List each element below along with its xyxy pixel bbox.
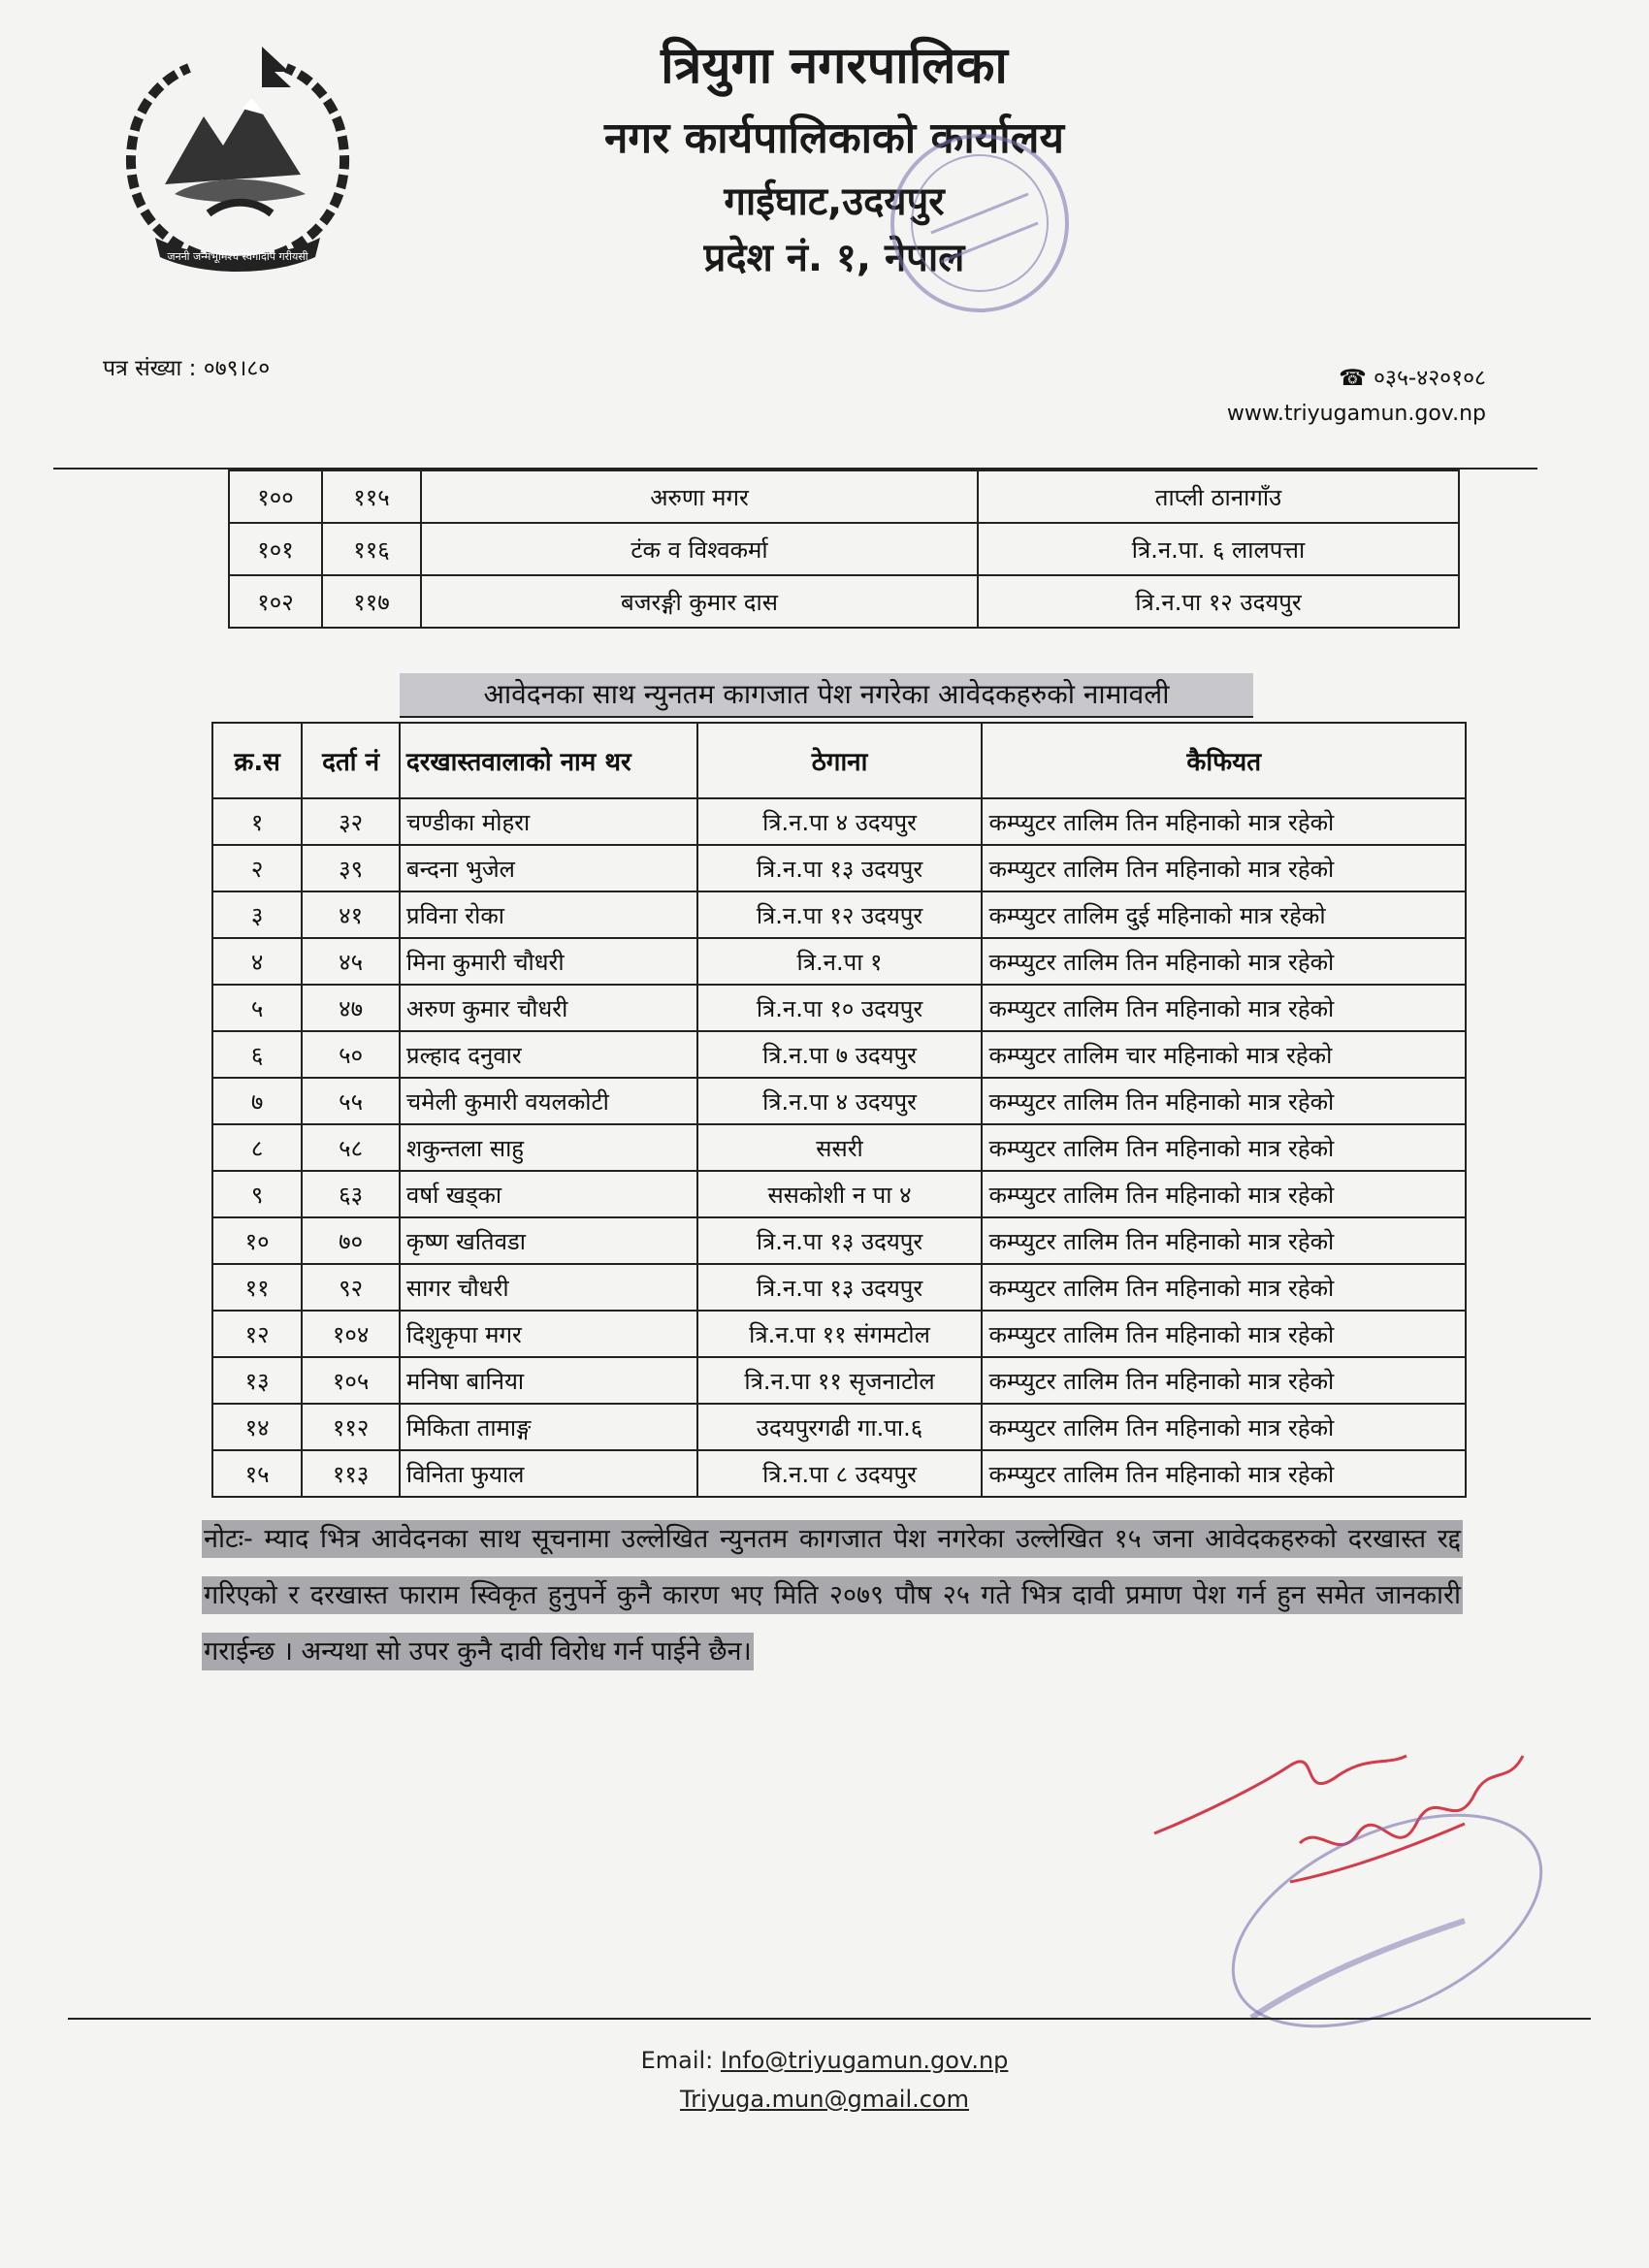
table-cell: ससकोशी न पा ४ (697, 1171, 983, 1217)
column-header: क्र.स (212, 723, 302, 798)
footer (0, 2041, 1649, 2119)
table-row (212, 938, 1466, 985)
table-cell: ११६ (322, 523, 421, 575)
table-cell: त्रि.न.पा १० उदयपुर (697, 985, 983, 1031)
table-cell: वर्षा खड्का (400, 1171, 697, 1217)
table-cell: ११५ (322, 470, 421, 523)
table-cell: विनिता फुयाल (400, 1450, 697, 1497)
table-cell: कम्प्युटर तालिम तिन महिनाको मात्र रहेको (982, 798, 1466, 845)
table-row (212, 1031, 1466, 1078)
table-row (212, 1450, 1466, 1497)
emblem-caption: जननी जन्मभूमिश्च स्वर्गादपि गरीयसी (167, 250, 308, 263)
table-row (212, 1078, 1466, 1124)
table-cell: त्रि.न.पा १२ उदयपुर (697, 891, 983, 938)
table-cell: ५५ (302, 1078, 400, 1124)
email-label: Email: (640, 2047, 714, 2074)
footer-email-line-2 (0, 2080, 1649, 2119)
table-cell: १०४ (302, 1311, 400, 1357)
table-row (212, 1217, 1466, 1264)
table-cell: ९२ (302, 1264, 400, 1311)
continuation-table (228, 470, 1460, 629)
table-cell: मनिषा बानिया (400, 1357, 697, 1404)
email-link-secondary[interactable]: Triyuga.mun@gmail.com (680, 2086, 969, 2113)
table-cell: त्रि.न.पा १३ उदयपुर (697, 1217, 983, 1264)
column-header: कैफियत (982, 723, 1466, 798)
table-cell: बजरङ्गी कुमार दास (421, 575, 978, 628)
table-cell: ३ (212, 891, 302, 938)
table-cell: ११ (212, 1264, 302, 1311)
table-cell: कम्प्युटर तालिम चार महिनाको मात्र रहेको (982, 1031, 1466, 1078)
table-cell: ११३ (302, 1450, 400, 1497)
table-cell: त्रि.न.पा १३ उदयपुर (697, 1264, 983, 1311)
table-cell: ४ (212, 938, 302, 985)
table-cell: उदयपुरगढी गा.पा.६ (697, 1404, 983, 1450)
table-cell: शकुन्तला साहु (400, 1124, 697, 1171)
table-cell: ४५ (302, 938, 400, 985)
table-row (212, 985, 1466, 1031)
contact-block (1227, 361, 1486, 431)
province-line: प्रदेश नं. १, नेपाल (703, 235, 965, 280)
table-cell: दिशुकृपा मगर (400, 1311, 697, 1357)
table-row (212, 1171, 1466, 1217)
office-location: गाईघाट,उदयपुर (724, 178, 945, 224)
nepal-emblem-icon (97, 29, 378, 281)
table-cell: कम्प्युटर तालिम तिन महिनाको मात्र रहेको (982, 938, 1466, 985)
phone-number: ☎ ०३५-४२०१०८ (1339, 366, 1486, 391)
table-cell: १०० (229, 470, 322, 523)
table-cell: त्रि.न.पा ११ संगमटोल (697, 1311, 983, 1357)
table-cell: ४१ (302, 891, 400, 938)
table-cell: कम्प्युटर तालिम तिन महिनाको मात्र रहेको (982, 845, 1466, 891)
table-cell: १५ (212, 1450, 302, 1497)
table-cell: सागर चौधरी (400, 1264, 697, 1311)
table-row (212, 891, 1466, 938)
table-cell: कम्प्युटर तालिम तिन महिनाको मात्र रहेको (982, 1124, 1466, 1171)
notice-text: नोटः- म्याद भित्र आवेदनका साथ सूचनामा उल्लेखित न्युनतम कागजात पेश नगरेका उल्लेखित १५ जना आवेदकहरुको दरखास्त रद्द गरिएको र दरखास्त फाराम स्विकृत हुनुपर्ने कुनै कारण भए मिति २०७९ पौष २५ गते भित्र दावी प्रमाण पेश गर्न हुन समेत जानकारी गराईन्छ । अन्यथा सो उपर कुनै दावी विरोध गर्न पाईने छैन। (202, 1520, 1463, 1670)
table-row (212, 1311, 1466, 1357)
column-header: ठेगाना (697, 723, 983, 798)
table-cell: त्रि.न.पा १३ उदयपुर (697, 845, 983, 891)
table-cell: त्रि.न.पा ११ सृजनाटोल (697, 1357, 983, 1404)
footer-email-line (0, 2041, 1649, 2080)
table-cell: कम्प्युटर तालिम तिन महिनाको मात्र रहेको (982, 1171, 1466, 1217)
table-row (212, 1357, 1466, 1404)
table-row (229, 470, 1459, 523)
table-cell: प्रविना रोका (400, 891, 697, 938)
table-cell: त्रि.न.पा ७ उदयपुर (697, 1031, 983, 1078)
table-cell: ४७ (302, 985, 400, 1031)
table-cell: अरुणा मगर (421, 470, 978, 523)
office-name: नगर कार्यपालिकाको कार्यालय (604, 113, 1064, 164)
notice-note (202, 1511, 1463, 1680)
table-cell: १० (212, 1217, 302, 1264)
table-cell: त्रि.न.पा १२ उदयपुर (978, 575, 1459, 628)
table-row (212, 1264, 1466, 1311)
table-row (212, 798, 1466, 845)
table-cell: ११७ (322, 575, 421, 628)
table-cell: १०५ (302, 1357, 400, 1404)
table-cell: १०२ (229, 575, 322, 628)
website-link[interactable]: www.triyugamun.gov.np (1226, 401, 1486, 426)
table-cell: कम्प्युटर तालिम तिन महिनाको मात्र रहेको (982, 1311, 1466, 1357)
table-header-row (212, 723, 1466, 798)
table-cell: ससरी (697, 1124, 983, 1171)
table-cell: अरुण कुमार चौधरी (400, 985, 697, 1031)
footer-rule (68, 2018, 1591, 2020)
table-cell: कम्प्युटर तालिम दुई महिनाको मात्र रहेको (982, 891, 1466, 938)
table-cell: ७ (212, 1078, 302, 1124)
table-cell: ५ (212, 985, 302, 1031)
table-cell: मिना कुमारी चौधरी (400, 938, 697, 985)
table-cell: कम्प्युटर तालिम तिन महिनाको मात्र रहेको (982, 1450, 1466, 1497)
table-cell: ताप्ली ठानागाँउ (978, 470, 1459, 523)
table-row (229, 575, 1459, 628)
table-cell: त्रि.न.पा ८ उदयपुर (697, 1450, 983, 1497)
table-cell: त्रि.न.पा ४ उदयपुर (697, 798, 983, 845)
table-cell: त्रि.न.पा ४ उदयपुर (697, 1078, 983, 1124)
table-cell: मिकिता तामाङ्ग (400, 1404, 697, 1450)
table-cell: ६ (212, 1031, 302, 1078)
municipality-name: त्रियुगा नगरपालिका (661, 37, 1008, 95)
table-row (212, 845, 1466, 891)
table-cell: १२ (212, 1311, 302, 1357)
applicants-table (211, 722, 1467, 1498)
table-cell: कम्प्युटर तालिम तिन महिनाको मात्र रहेको (982, 985, 1466, 1031)
office-stamp-icon (873, 116, 1086, 369)
table-cell: ५८ (302, 1124, 400, 1171)
table-row (212, 1124, 1466, 1171)
table-cell: कम्प्युटर तालिम तिन महिनाको मात्र रहेको (982, 1264, 1466, 1311)
table-cell: कम्प्युटर तालिम तिन महिनाको मात्र रहेको (982, 1217, 1466, 1264)
table-cell: १३ (212, 1357, 302, 1404)
table-cell: कम्प्युटर तालिम तिन महिनाको मात्र रहेको (982, 1404, 1466, 1450)
table-cell: २ (212, 845, 302, 891)
table-cell: बन्दना भुजेल (400, 845, 697, 891)
table-cell: त्रि.न.पा. ६ लालपत्ता (978, 523, 1459, 575)
table-row (229, 523, 1459, 575)
section-title: आवेदनका साथ न्युनतम कागजात पेश नगरेका आवेदकहरुको नामावली (400, 673, 1253, 718)
table-cell: ३९ (302, 845, 400, 891)
reference-number: पत्र संख्या : ०७९।८० (103, 356, 271, 381)
column-header: दर्ता नं (302, 723, 400, 798)
table-cell: त्रि.न.पा १ (697, 938, 983, 985)
table-cell: ६३ (302, 1171, 400, 1217)
table-cell: ३२ (302, 798, 400, 845)
table-cell: ७० (302, 1217, 400, 1264)
table-cell: टंक व विश्वकर्मा (421, 523, 978, 575)
table-cell: कृष्ण खतिवडा (400, 1217, 697, 1264)
column-header: दरखास्तवालाको नाम थर (400, 723, 697, 798)
table-cell: १ (212, 798, 302, 845)
table-cell: चण्डीका मोहरा (400, 798, 697, 845)
table-cell: चमेली कुमारी वयलकोटी (400, 1078, 697, 1124)
table-cell: १४ (212, 1404, 302, 1450)
signature-icon (1145, 1727, 1571, 2037)
table-row (212, 1404, 1466, 1450)
table-cell: प्रल्हाद दनुवार (400, 1031, 697, 1078)
email-link-primary[interactable]: Info@triyugamun.gov.np (720, 2047, 1009, 2074)
table-cell: ८ (212, 1124, 302, 1171)
table-cell: ९ (212, 1171, 302, 1217)
table-cell: कम्प्युटर तालिम तिन महिनाको मात्र रहेको (982, 1357, 1466, 1404)
table-cell: १०१ (229, 523, 322, 575)
applicants-table-body (212, 798, 1466, 1497)
table-cell: कम्प्युटर तालिम तिन महिनाको मात्र रहेको (982, 1078, 1466, 1124)
table-cell: ११२ (302, 1404, 400, 1450)
table-cell: ५० (302, 1031, 400, 1078)
